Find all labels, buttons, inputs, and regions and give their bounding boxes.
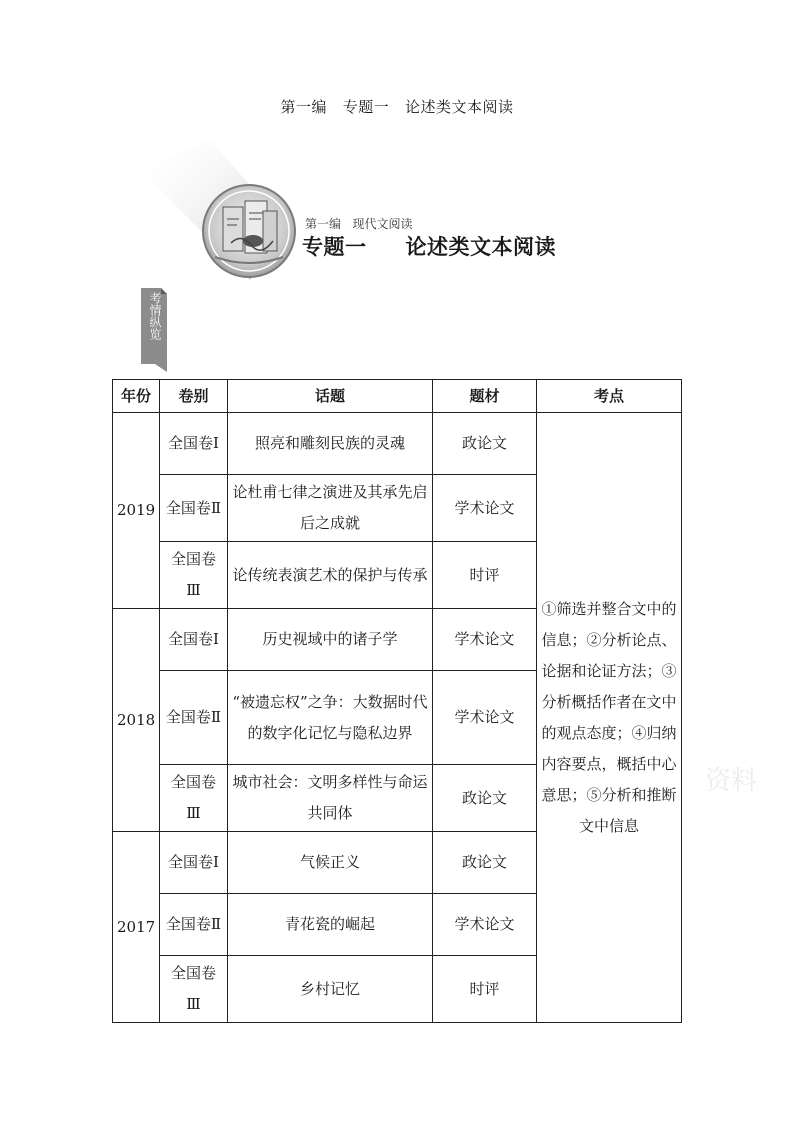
topic-cell: 乡村记忆: [228, 956, 433, 1023]
header-points: 考点: [537, 380, 682, 413]
year-cell: 2018: [113, 609, 160, 832]
paper-cell: 全国卷Ⅰ: [160, 832, 228, 894]
side-tab-label: 考情纵览: [148, 292, 162, 340]
year-cell: 2019: [113, 413, 160, 609]
topic-cell: 青花瓷的崛起: [228, 894, 433, 956]
chapter-title: 专题一 论述类文本阅读: [302, 235, 557, 259]
table-row: [113, 413, 682, 475]
header-topic: 话题: [228, 380, 433, 413]
paper-cell: 全国卷Ⅲ: [160, 956, 228, 1023]
paper-cell: 全国卷Ⅰ: [160, 609, 228, 671]
genre-cell: 时评: [433, 542, 537, 609]
paper-cell: 全国卷Ⅰ: [160, 413, 228, 475]
running-header: 第一编 专题一 论述类文本阅读: [280, 98, 514, 116]
header-paper: 卷别: [160, 380, 228, 413]
table-header-row: [113, 380, 682, 413]
exam-overview-table: [112, 379, 682, 1023]
exam-points-cell: ①筛选并整合文中的信息；②分析论点、论据和论证方法；③分析概括作者在文中的观点态度；④归纳内容要点，概括中心意思；⑤分析和推断文中信息: [537, 413, 682, 1023]
genre-cell: 学术论文: [433, 894, 537, 956]
topic-cell: 论杜甫七律之演进及其承先启后之成就: [228, 475, 433, 542]
exam-table-body: [113, 380, 682, 1023]
year-cell: 2017: [113, 832, 160, 1023]
watermark: 资料: [705, 766, 758, 796]
paper-cell: 全国卷Ⅱ: [160, 894, 228, 956]
paper-cell: 全国卷Ⅱ: [160, 671, 228, 765]
genre-cell: 学术论文: [433, 671, 537, 765]
topic-cell: 论传统表演艺术的保护与传承: [228, 542, 433, 609]
topic-cell: 历史视域中的诸子学: [228, 609, 433, 671]
topic-cell: 照亮和雕刻民族的灵魂: [228, 413, 433, 475]
paper-cell: 全国卷Ⅲ: [160, 765, 228, 832]
topic-cell: 城市社会：文明多样性与命运共同体: [228, 765, 433, 832]
paper-cell: 全国卷Ⅱ: [160, 475, 228, 542]
header-genre: 题材: [433, 380, 537, 413]
genre-cell: 时评: [433, 956, 537, 1023]
header-year: 年份: [113, 380, 160, 413]
topic-cell: “被遗忘权”之争：大数据时代的数字化记忆与隐私边界: [228, 671, 433, 765]
genre-cell: 政论文: [433, 832, 537, 894]
illustrated-book-pages-icon: [201, 183, 297, 279]
paper-cell: 全国卷Ⅲ: [160, 542, 228, 609]
genre-cell: 政论文: [433, 413, 537, 475]
genre-cell: 政论文: [433, 765, 537, 832]
part-label: 第一编 现代文阅读: [305, 217, 413, 231]
topic-cell: 气候正义: [228, 832, 433, 894]
genre-cell: 学术论文: [433, 609, 537, 671]
genre-cell: 学术论文: [433, 475, 537, 542]
